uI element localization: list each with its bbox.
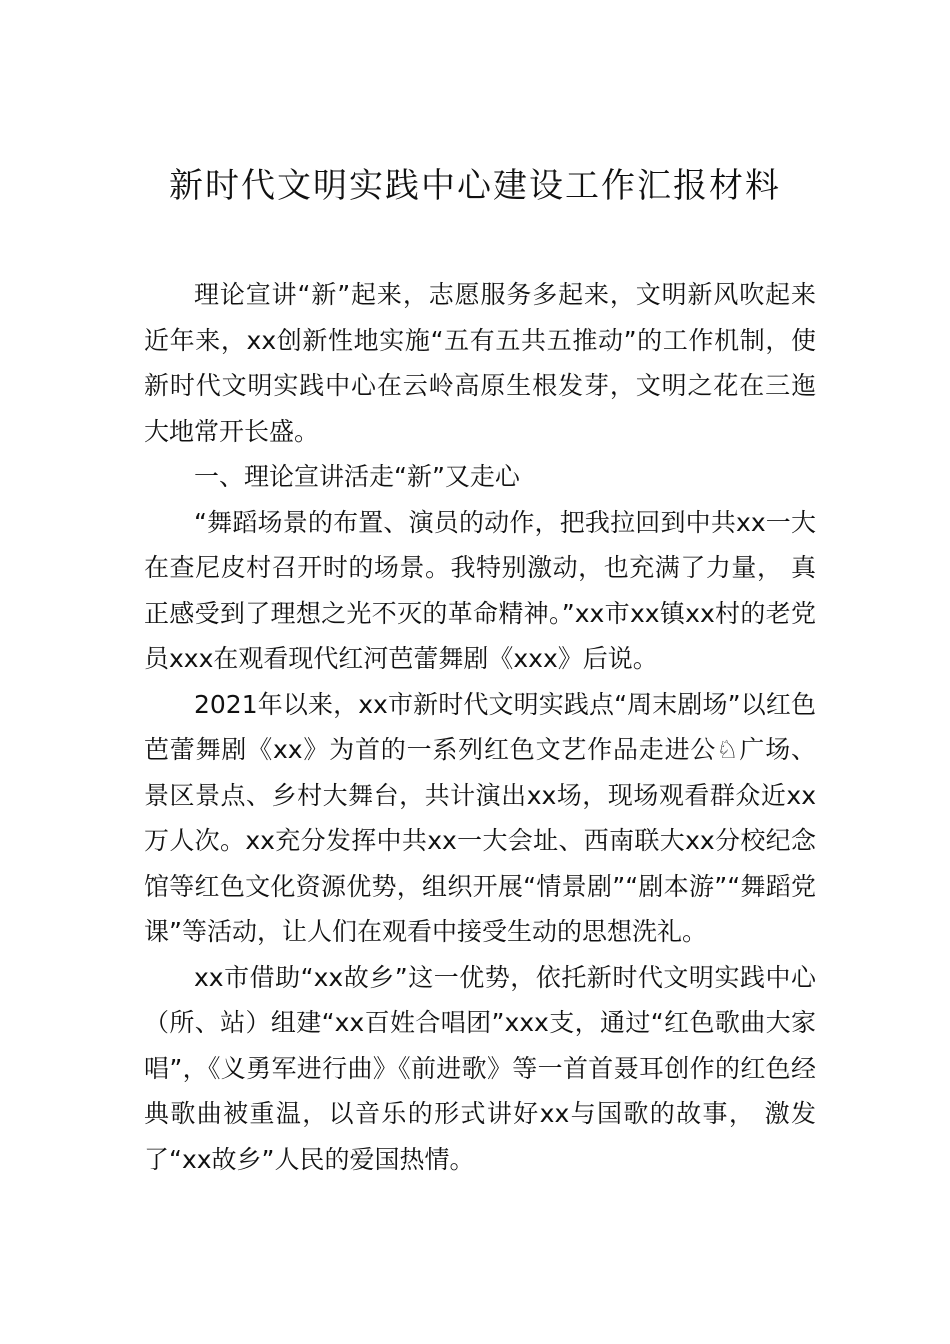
document-body: [144, 272, 816, 1182]
choir-paragraph: xx市借助“xx故乡”这一优势，依托新时代文明实践中心（所、站）组建“xx百姓合唱团”xxx支，通过“红色歌曲大家唱”，《义勇军进行曲》《前进歌》等一首首聂耳创作的红色经典歌曲被重温，以音乐的形式讲好xx与国歌的故事， 激发了“xx故乡”人民的爱国热情。: [144, 962, 816, 1174]
quote-paragraph: “舞蹈场景的布置、演员的动作，把我拉回到中共xx一大在查尼皮村召开时的场景。我特别激动，也充满了力量， 真正感受到了理想之光不灭的革命精神。”xx市xx镇xx村的老党员xxx在观看现代红河芭蕾舞剧《xxx》后说。: [144, 507, 816, 673]
intro-paragraph: 理论宣讲“新”起来，志愿服务多起来，文明新风吹起来近年来，xx创新性地实施“五有五共五推动”的工作机制，使新时代文明实践中心在云岭高原生根发芽，文明之花在三迤大地常开长盛。: [144, 280, 816, 446]
performance-paragraph: 2021年以来，xx市新时代文明实践点“周末剧场”以红色芭蕾舞剧《xx》为首的一系列红色文艺作品走进公♘广场、景区景点、乡村大舞台，共计演出xx场，现场观看群众近xx万人次。xx充分发挥中共xx一大会址、西南联大xx分校纪念馆等红色文化资源优势，组织开展“情景剧”“剧本游”“舞蹈党课”等活动，让人们在观看中接受生动的思想洗礼。: [144, 689, 816, 946]
section-heading: 一、理论宣讲活走“新”又走心: [194, 462, 520, 491]
document-title: 新时代文明实践中心建设工作汇报材料: [169, 166, 781, 206]
